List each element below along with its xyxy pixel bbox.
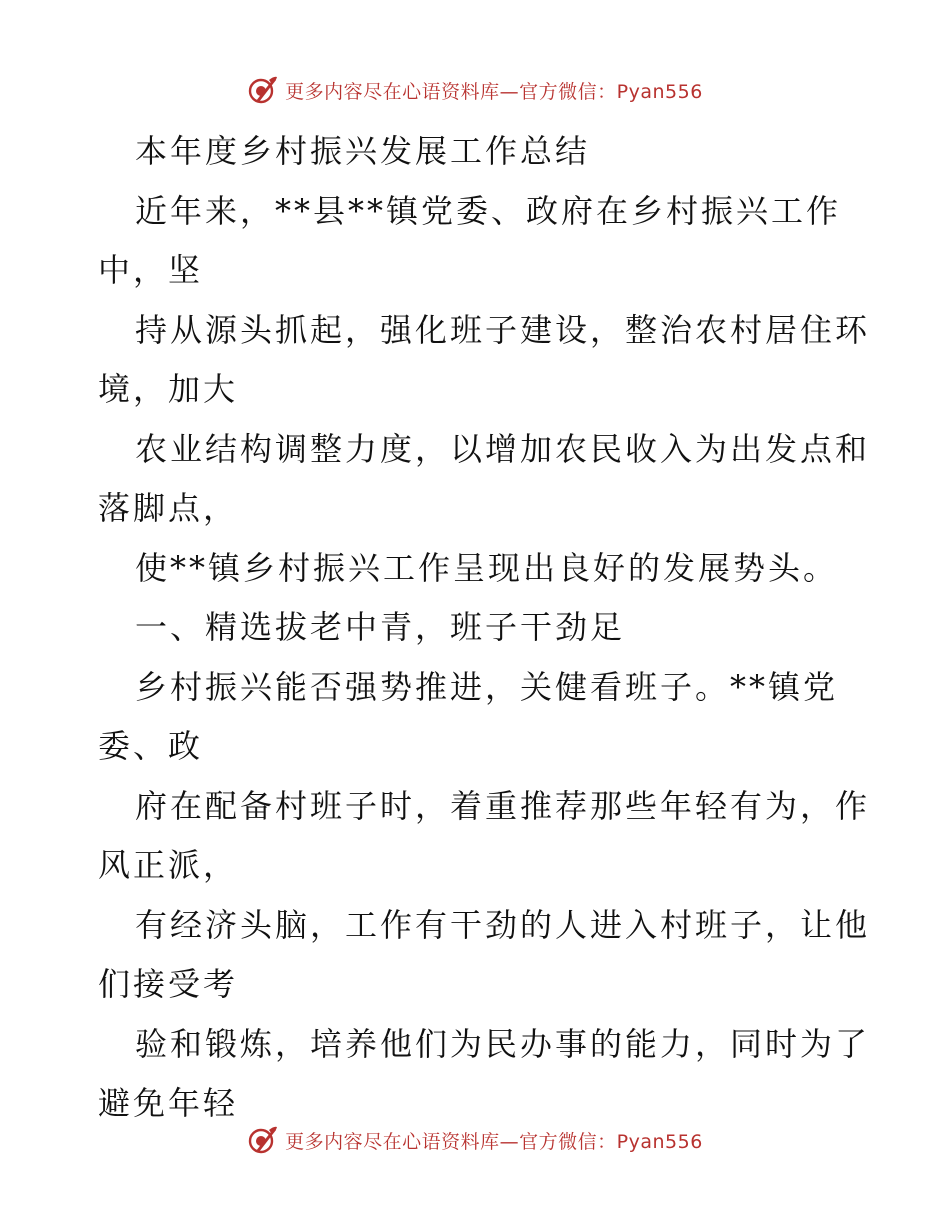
document-line: 验和锻炼，培养他们为民办事的能力，同时为了 <box>135 1024 871 1063</box>
watermark-banner-top <box>0 70 950 110</box>
document-line: 委、政 <box>98 727 204 765</box>
quill-seal-icon <box>247 74 279 106</box>
document-line: 中，坚 <box>98 251 204 289</box>
quill-seal-icon <box>247 1124 279 1156</box>
watermark-banner-bottom <box>0 1120 950 1160</box>
document-line: 一、精选拔老中青，班子干劲足 <box>135 608 626 646</box>
document-line: 持从源头抓起，强化班子建设，整治农村居住环 <box>135 310 871 349</box>
document-line: 有经济头脑，工作有干劲的人进入村班子，让他 <box>135 905 871 944</box>
document-line: 境，加大 <box>98 370 239 408</box>
document-line: 府在配备村班子时，着重推荐那些年轻有为，作 <box>135 786 871 825</box>
watermark-text: 更多内容尽在心语资料库—官方微信：Pyan556 <box>285 80 703 103</box>
document-line: 本年度乡村振兴发展工作总结 <box>135 132 591 170</box>
document-body <box>98 122 871 1134</box>
document-line: 近年来，**县**镇党委、政府在乡村振兴工作 <box>135 191 842 230</box>
document-line: 落脚点， <box>98 489 239 527</box>
document-line: 使**镇乡村振兴工作呈现出良好的发展势头。 <box>135 548 839 587</box>
document-line: 风正派， <box>98 846 239 884</box>
document-line: 农业结构调整力度，以增加农民收入为出发点和 <box>135 429 871 468</box>
document-line: 们接受考 <box>98 965 239 1003</box>
document-line: 乡村振兴能否强势推进，关健看班子。**镇党 <box>135 667 839 706</box>
watermark-text: 更多内容尽在心语资料库—官方微信：Pyan556 <box>285 1130 703 1153</box>
document-line: 避免年轻 <box>98 1084 239 1122</box>
